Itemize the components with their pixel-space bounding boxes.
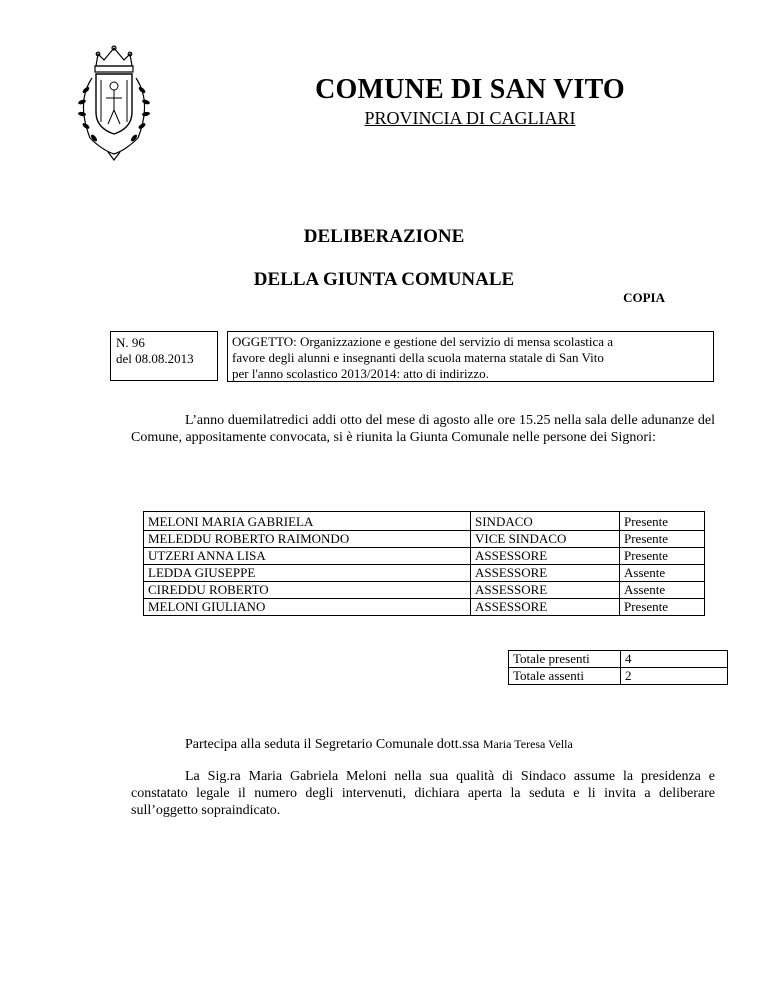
- totale-presenti-value: 4: [621, 651, 728, 668]
- member-row: [144, 531, 705, 548]
- member-role: ASSESSORE: [471, 548, 620, 565]
- member-row: [144, 548, 705, 565]
- segretario-name: Maria Teresa Vella: [482, 737, 573, 751]
- member-status: Assente: [620, 582, 705, 599]
- comune-title: COMUNE DI SAN VITO: [315, 74, 625, 105]
- member-name: LEDDA GIUSEPPE: [144, 565, 471, 582]
- partecipa-text: Partecipa alla seduta il Segretario Comunale dott.ssa: [185, 737, 483, 752]
- member-role: ASSESSORE: [471, 565, 620, 582]
- member-name: MELONI MARIA GABRIELA: [144, 512, 471, 531]
- totale-assenti-label: Totale assenti: [509, 668, 621, 685]
- totale-assenti-value: 2: [621, 668, 728, 685]
- member-role: ASSESSORE: [471, 582, 620, 599]
- member-role: ASSESSORE: [471, 599, 620, 616]
- member-status: Presente: [620, 512, 705, 531]
- member-role: SINDACO: [471, 512, 620, 531]
- member-name: UTZERI ANNA LISA: [144, 548, 471, 565]
- member-name: CIREDDU ROBERTO: [144, 582, 471, 599]
- member-name: MELEDDU ROBERTO RAIMONDO: [144, 531, 471, 548]
- member-name: MELONI GIULIANO: [144, 599, 471, 616]
- totale-presenti-label: Totale presenti: [509, 651, 621, 668]
- subject-box: [227, 331, 714, 382]
- presidenza-paragraph: La Sig.ra Maria Gabriela Meloni nella sua qualità di Sindaco assume la presidenza e constatato legale il numero degli intervenuti, dichiara aperta la seduta e li invita a deliberare sull’oggetto sopraindicato.: [131, 769, 715, 818]
- member-status: Presente: [620, 599, 705, 616]
- subject-line-2: favore degli alunni e insegnanti della scuola materna statale di San Vito: [232, 350, 604, 365]
- members-table: [143, 511, 705, 616]
- member-status: Presente: [620, 531, 705, 548]
- coat-of-arms-crest: [68, 42, 160, 164]
- intro-paragraph: L’anno duemilatredici addi otto del mese di agosto alle ore 15.25 nella sala delle adunanze del Comune, appositamente convocata, si è riunita la Giunta Comunale nelle persone dei Signori:: [131, 413, 715, 445]
- member-role: VICE SINDACO: [471, 531, 620, 548]
- member-status: Assente: [620, 565, 705, 582]
- totals-table: [508, 650, 728, 685]
- totals-row-assenti: [509, 668, 728, 685]
- deliberazione-heading: DELIBERAZIONE: [303, 226, 465, 247]
- member-row: [144, 512, 705, 531]
- member-status: Presente: [620, 548, 705, 565]
- totals-row-presenti: [509, 651, 728, 668]
- provincia-subtitle: PROVINCIA DI CAGLIARI: [364, 108, 576, 128]
- member-row: [144, 582, 705, 599]
- deliberation-date: del 08.08.2013: [116, 351, 194, 366]
- giunta-comunale-heading: DELLA GIUNTA COMUNALE: [253, 269, 515, 290]
- subject-line-1: OGGETTO: Organizzazione e gestione del servizio di mensa scolastica a: [232, 334, 614, 349]
- partecipa-paragraph: [185, 737, 573, 753]
- member-row: [144, 565, 705, 582]
- copia-label: COPIA: [623, 290, 665, 305]
- deliberation-number-box: [110, 331, 218, 381]
- deliberation-number: N. 96: [116, 335, 145, 350]
- subject-line-3: per l'anno scolastico 2013/2014: atto di indirizzo.: [232, 366, 489, 381]
- member-row: [144, 599, 705, 616]
